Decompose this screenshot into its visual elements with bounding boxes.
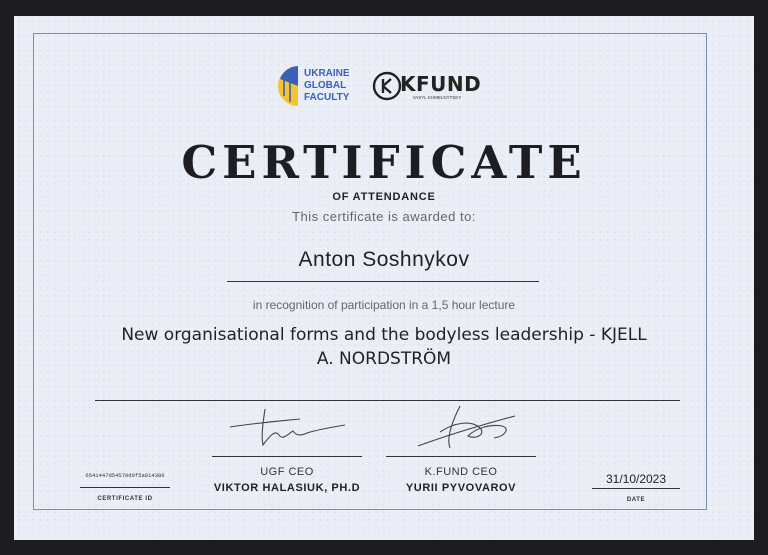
- date-line: [592, 488, 680, 489]
- signature-2-icon: [410, 402, 530, 454]
- kfund-logo-icon: [372, 71, 402, 101]
- signer-1-role: UGF CEO: [260, 466, 314, 478]
- signature-2-line: [386, 456, 536, 457]
- signature-1-line: [212, 456, 362, 457]
- signer-2-role: K.FUND CEO: [424, 466, 498, 478]
- signature-1-icon: [225, 405, 355, 450]
- certificate-id-value: 6541447d54570d9f5a014386: [85, 472, 165, 479]
- signer-2-name: YURII PYVOVAROV: [405, 482, 517, 494]
- certificate-subtitle: OF ATTENDANCE: [332, 191, 436, 203]
- divider: [95, 400, 680, 401]
- recognition-text: in recognition of participation in a 1,5 hour lecture: [252, 298, 516, 312]
- date-value: 31/10/2023: [605, 472, 667, 486]
- kfund-logo-text: KFUND: [400, 72, 482, 96]
- signer-1-name: VIKTOR HALASIUK, PH.D: [213, 482, 361, 494]
- certificate-id-label: CERTIFICATE ID: [97, 496, 153, 502]
- ugf-logo-text: UKRAINE GLOBAL FACULTY: [304, 68, 350, 103]
- ugf-logo-icon: [276, 64, 302, 108]
- lecture-title: New organisational forms and the bodyless leadership - KJELL A. NORDSTRÖM: [121, 325, 647, 369]
- awarded-to-text: This certificate is awarded to:: [292, 209, 476, 224]
- kfund-logo-subtitle: VASYL KHMELNYTSKY: [412, 95, 462, 100]
- date-label: DATE: [626, 497, 646, 503]
- recipient-underline: [227, 281, 539, 282]
- recipient-name: Anton Soshnykov: [298, 248, 470, 271]
- certificate-title: CERTIFICATE: [181, 136, 587, 189]
- certificate-id-line: [80, 487, 170, 488]
